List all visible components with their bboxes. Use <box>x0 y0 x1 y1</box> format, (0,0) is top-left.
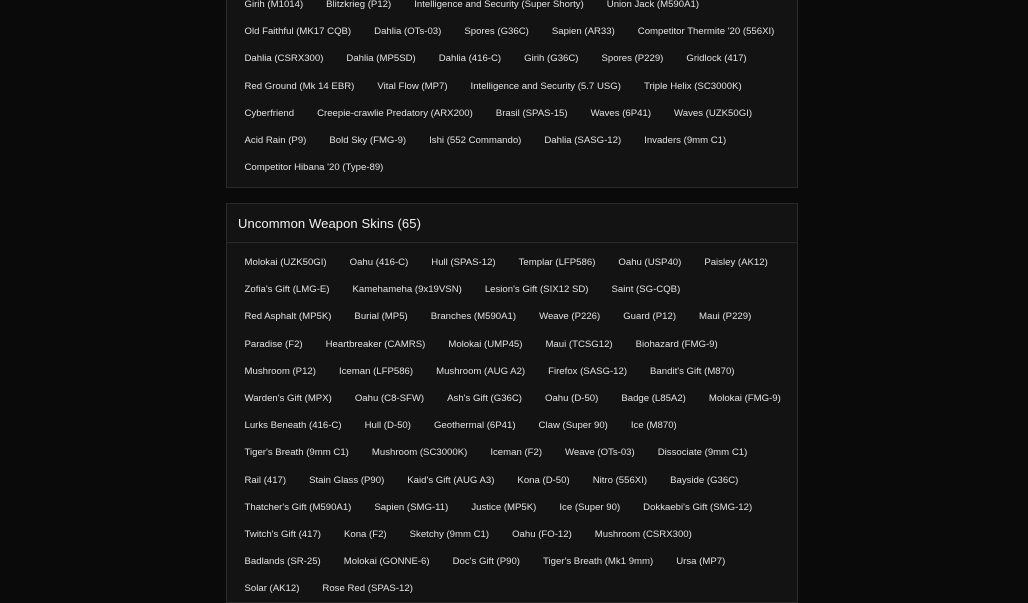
rare-skin-chip[interactable]: Competitor Hibana '20 (Type-89) <box>244 162 384 174</box>
uncommon-skin-chip[interactable]: Bayside (G36C) <box>670 474 739 486</box>
rare-skin-chip[interactable]: Ishi (552 Commando) <box>429 134 522 146</box>
uncommon-skin-chip[interactable]: Sapien (SMG-11) <box>374 501 449 513</box>
rare-skin-chip[interactable]: Blitzkrieg (P12) <box>326 0 392 10</box>
rare-skin-chip[interactable]: Brasil (SPAS-15) <box>495 107 568 119</box>
uncommon-skin-chip[interactable]: Ursa (MP7) <box>676 556 726 568</box>
uncommon-skin-chip[interactable]: Ice (M870) <box>630 420 677 432</box>
uncommon-skin-chip[interactable]: Mushroom (SC3000K) <box>371 447 468 459</box>
uncommon-skin-chip[interactable]: Kaid's Gift (AUG A3) <box>407 474 495 486</box>
uncommon-skin-chip[interactable]: Thatcher's Gift (M590A1) <box>244 501 352 513</box>
rare-skin-chip[interactable]: Waves (UZK50GI) <box>674 107 753 119</box>
rare-skin-chip[interactable]: Dahlia (OTs-03) <box>374 26 442 38</box>
uncommon-skin-chip[interactable]: Badlands (SR-25) <box>244 556 321 568</box>
uncommon-skin-chip[interactable]: Oahu (USP40) <box>618 257 682 268</box>
rare-skin-chip[interactable]: Cyberfriend <box>244 107 295 119</box>
uncommon-skin-chip[interactable]: Kona (F2) <box>343 528 387 540</box>
rare-skin-chip[interactable]: Red Ground (Mk 14 EBR) <box>244 80 355 92</box>
uncommon-skin-chip[interactable]: Burial (MP5) <box>354 311 408 323</box>
uncommon-skin-chip[interactable]: Oahu (416-C) <box>349 257 409 268</box>
uncommon-skin-chip[interactable]: Sketchy (9mm C1) <box>409 528 490 540</box>
uncommon-skin-chip[interactable]: Tiger's Breath (Mk1 9mm) <box>543 556 654 568</box>
uncommon-skin-chip[interactable]: Hull (SPAS-12) <box>431 257 496 268</box>
rare-skin-chip[interactable]: Dahlia (416-C) <box>438 53 502 65</box>
rare-skin-chip[interactable]: Intelligence and Security (Super Shorty) <box>414 0 584 10</box>
uncommon-skin-chip[interactable]: Doc's Gift (P90) <box>452 556 520 568</box>
uncommon-skin-chip[interactable]: Mushroom (P12) <box>244 365 316 377</box>
rare-skin-chip[interactable]: Intelligence and Security (5.7 USG) <box>470 80 621 92</box>
uncommon-skin-chip[interactable]: Bandit's Gift (M870) <box>650 365 735 377</box>
rare-skin-chip[interactable]: Dahlia (MP5SD) <box>346 53 416 65</box>
uncommon-skin-chip[interactable]: Badge (L85A2) <box>621 392 686 404</box>
uncommon-skin-chip[interactable]: Maui (TCSG12) <box>545 338 613 350</box>
uncommon-skin-chip[interactable]: Hull (D-50) <box>364 420 411 432</box>
uncommon-skin-chip[interactable]: Ice (Super 90) <box>559 501 621 513</box>
uncommon-skin-chip[interactable]: Biohazard (FMG-9) <box>635 338 718 350</box>
uncommon-skin-chip[interactable]: Justice (MP5K) <box>471 501 537 513</box>
uncommon-skin-chip[interactable]: Tiger's Breath (9mm C1) <box>244 447 349 459</box>
rare-skin-chip[interactable]: Creepie-crawlie Predatory (ARX200) <box>317 107 473 119</box>
uncommon-skins-title: Uncommon Weapon Skins (65) <box>238 216 421 231</box>
rare-skins-list <box>233 0 793 181</box>
uncommon-skins-header <box>227 204 797 243</box>
uncommon-skin-chip[interactable]: Kona (D-50) <box>517 474 570 486</box>
uncommon-skin-chip[interactable]: Ash's Gift (G36C) <box>447 392 522 404</box>
rare-skin-chip[interactable]: Bold Sky (FMG-9) <box>329 134 407 146</box>
uncommon-skin-chip[interactable]: Solar (AK12) <box>244 583 300 595</box>
uncommon-skin-chip[interactable]: Stain Glass (P90) <box>309 474 385 486</box>
rare-skin-chip[interactable]: Invaders (9mm C1) <box>644 134 727 146</box>
rare-skin-chip[interactable]: Sapien (AR33) <box>551 26 615 38</box>
rare-skin-chip[interactable]: Girih (G36C) <box>524 53 579 65</box>
rare-skin-chip[interactable]: Acid Rain (P9) <box>244 134 307 146</box>
uncommon-skin-chip[interactable]: Maui (P229) <box>699 311 752 323</box>
uncommon-skin-chip[interactable]: Dissociate (9mm C1) <box>657 447 748 459</box>
uncommon-skins-list <box>233 249 793 602</box>
uncommon-skin-chip[interactable]: Templar (LFP586) <box>518 257 596 268</box>
rare-skins-card <box>226 0 798 188</box>
uncommon-skin-chip[interactable]: Branches (M590A1) <box>430 311 517 323</box>
uncommon-skin-chip[interactable]: Firefox (SASG-12) <box>548 365 628 377</box>
uncommon-skin-chip[interactable]: Molokai (UMP45) <box>448 338 523 350</box>
uncommon-skin-chip[interactable]: Warden's Gift (MPX) <box>244 392 332 404</box>
rare-skin-chip[interactable]: Girih (M1014) <box>244 0 304 10</box>
uncommon-skin-chip[interactable]: Claw (Super 90) <box>538 420 608 432</box>
uncommon-skin-chip[interactable]: Iceman (LFP586) <box>338 365 414 377</box>
rare-skin-chip[interactable]: Dahlia (SASG-12) <box>544 134 622 146</box>
rare-skin-chip[interactable]: Waves (6P41) <box>590 107 652 119</box>
uncommon-skin-chip[interactable]: Saint (SG-CQB) <box>611 284 681 296</box>
uncommon-skin-chip[interactable]: Molokai (UZK50GI) <box>244 257 327 268</box>
rare-skin-chip[interactable]: Spores (G36C) <box>464 26 529 38</box>
uncommon-skin-chip[interactable]: Twitch's Gift (417) <box>244 528 321 540</box>
uncommon-skins-card <box>226 203 798 603</box>
uncommon-skin-chip[interactable]: Dokkaebi's Gift (SMG-12) <box>643 501 753 513</box>
uncommon-skin-chip[interactable]: Oahu (FO-12) <box>512 528 572 540</box>
uncommon-skin-chip[interactable]: Paisley (AK12) <box>704 257 768 268</box>
uncommon-skin-chip[interactable]: Weave (OTs-03) <box>565 447 635 459</box>
uncommon-skin-chip[interactable]: Iceman (F2) <box>490 447 543 459</box>
uncommon-skin-chip[interactable]: Heartbreaker (CAMRS) <box>325 338 426 350</box>
uncommon-skin-chip[interactable]: Rose Red (SPAS-12) <box>322 583 413 595</box>
uncommon-skin-chip[interactable]: Red Asphalt (MP5K) <box>244 311 332 323</box>
uncommon-skin-chip[interactable]: Guard (P12) <box>623 311 677 323</box>
uncommon-skin-chip[interactable]: Molokai (FMG-9) <box>708 392 781 404</box>
uncommon-skin-chip[interactable]: Oahu (D-50) <box>545 392 599 404</box>
uncommon-skin-chip[interactable]: Lurks Beneath (416-C) <box>244 420 342 432</box>
rare-skin-chip[interactable]: Dahlia (CSRX300) <box>244 53 324 65</box>
uncommon-skin-chip[interactable]: Rail (417) <box>244 474 287 486</box>
uncommon-skin-chip[interactable]: Molokai (GONNE-6) <box>343 556 430 568</box>
uncommon-skin-chip[interactable]: Kamehameha (9x19VSN) <box>352 284 462 296</box>
uncommon-skin-chip[interactable]: Lesion's Gift (SIX12 SD) <box>484 284 589 296</box>
rare-skin-chip[interactable]: Triple Helix (SC3000K) <box>643 80 742 92</box>
rare-skin-chip[interactable]: Competitor Thermite '20 (556XI) <box>637 26 775 38</box>
rare-skin-chip[interactable]: Vital Flow (MP7) <box>377 80 448 92</box>
rare-skin-chip[interactable]: Spores (P229) <box>601 53 664 65</box>
uncommon-skin-chip[interactable]: Paradise (F2) <box>244 338 303 350</box>
uncommon-skin-chip[interactable]: Weave (P226) <box>539 311 601 323</box>
rare-skin-chip[interactable]: Union Jack (M590A1) <box>606 0 700 10</box>
uncommon-skin-chip[interactable]: Nitro (556XI) <box>592 474 648 486</box>
uncommon-skin-chip[interactable]: Geothermal (6P41) <box>433 420 516 432</box>
uncommon-skin-chip[interactable]: Oahu (C8-SFW) <box>354 392 425 404</box>
rare-skin-chip[interactable]: Gridlock (417) <box>686 53 747 65</box>
uncommon-skin-chip[interactable]: Mushroom (CSRX300) <box>594 528 692 540</box>
uncommon-skin-chip[interactable]: Mushroom (AUG A2) <box>436 365 526 377</box>
uncommon-skin-chip[interactable]: Zofia's Gift (LMG-E) <box>244 284 330 296</box>
rare-skin-chip[interactable]: Old Faithful (MK17 CQB) <box>244 26 352 38</box>
